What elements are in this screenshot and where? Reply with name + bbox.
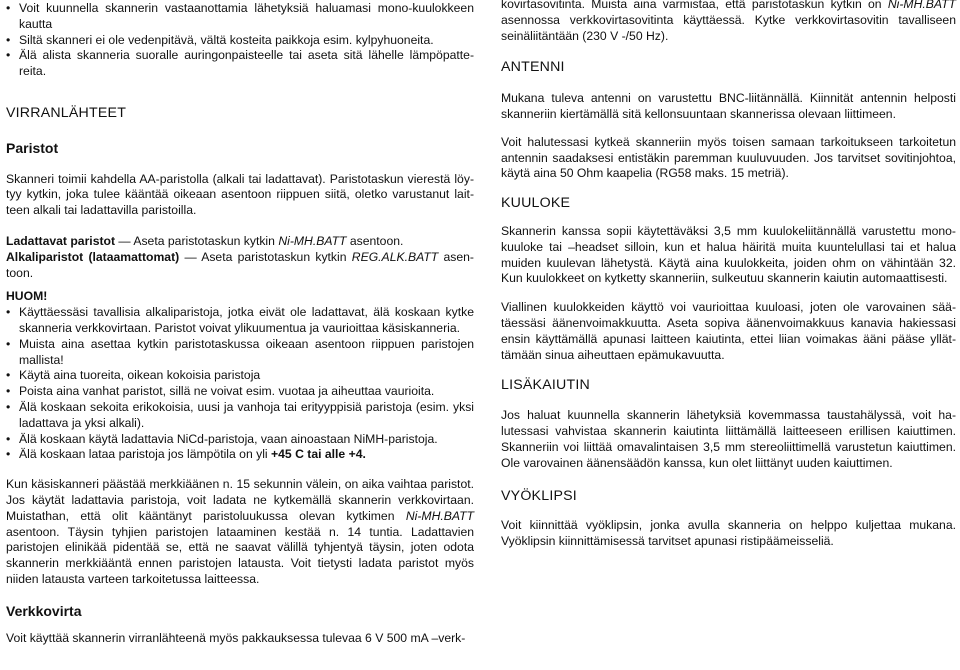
power-sources-heading: VIRRANLÄHTEET (6, 104, 127, 121)
batteries-text: Skanneri toimii kahdella AA-paristolla (alkali tai ladattavat). Paristotaskun vierestä löytyy kytkin, joka tulee kääntää oikeaan asentoon riippuen siitä, oletko varustanut laitteen alkali tai ladattavilla paristoilla. (6, 171, 474, 218)
antenna-paragraph-2: Voit halutessasi kytkeä skanneriin myös toisen samaan tarkoitukseen tarkoitetun antennin saadaksesi entistäkin paremman kuuluvuuden. Jos tarvitset sovitinjohtoa, käytä aina 50 Ohm kaapelia (RG58 maks. 15 metriä). (501, 134, 956, 181)
rechargeable-setting: Ni-MH.BATT (278, 233, 347, 248)
list-item: • Käyttäessäsi tavallisia alkaliparistoja, jotka eivät ole ladattavat, älä koskaan kytke skanneria verkkovirtaan. Paristot voivat ylikuumentua ja vaurioittaa käsiskanneria. (6, 305, 474, 337)
list-item (6, 447, 474, 463)
rechargeable-label: Ladattavat paristot (6, 233, 116, 248)
list-item: • Muista aina asettaa kytkin paristotaskussa oikeaan asentoon riippuen paristojen mallista! (6, 337, 474, 369)
right-column (501, 0, 956, 550)
list-item: • Käytä aina tuoreita, oikean kokoisia paristoja (6, 368, 474, 384)
warning-list (6, 305, 474, 463)
extra-speaker-paragraph: Jos haluat kuunnella skannerin lähetyksiä kovemmassa taustahälyssä, voit halutessasi vahvistaa skannerin kaiutinta liittämällä laitteeseen erillisen kaiuttimen. Skanneriin voi liittää omavalintaisen 3,5 mm stereoliittimellä varustetun kaiuttimen. Ole varovainen äänensäädön kanssa, kun olet liittänyt uuden kaiuttimen. (501, 408, 956, 470)
warning-heading-text: HUOM! (6, 289, 48, 304)
mains-cont-a: kovirtasovitinta. Muista aina varmistaa, että paristotaskun kytkin on (501, 0, 888, 11)
alkaline-text: — Aseta paristotaskun kytkin (179, 249, 352, 264)
charging-text-a: Kun käsiskanneri päästää merkkiäänen n. 15 sekunnin välein, on aika vaihtaa paristot. Jos käytät ladattavia paristoja, voit ladata ne kytkemällä skannerin verkkovirtaan. Muistathan, että olit kääntänyt paristoluukussa olevan kytkimen (6, 477, 474, 523)
mains-cont-setting: Ni-MH.BATT (887, 0, 956, 11)
intro-list (6, 1, 474, 80)
mains-text: Voit käyttää skannerin virranlähteenä myös pakkauksessa tulevaa 6 V 500 mA –verk- (6, 630, 466, 645)
headphones-paragraph-1: Skannerin kanssa sopii käytettäväksi 3,5 mm kuulokeliitännällä varustettu mono-kuuloke tai –headset silloin, kun et halua häiritä muita kuuntelullasi tai et halua muiden kuulevan lähetystä. Käytä aina kuulokkeita, joiden ohm on vähintään 32. Kun kuulokkeet on kytketty skanneriin, sulkeutuu skannerin kaiutin automaattisesti. (501, 223, 956, 286)
alkaline-label: Alkaliparistot (lataamattomat) (6, 249, 180, 264)
rechargeable-text-end: asentoon. (346, 233, 404, 248)
mains-continued (501, 0, 956, 44)
list-item: • Älä koskaan sekoita erikokoisia, uusi ja vanhoja tai erityyppisiä paristoja (esim. yksi ladattava ja yksi alkali). (6, 400, 474, 432)
charging-setting: Ni-MH.BATT (405, 508, 474, 523)
headphones-paragraph-2: Viallinen kuulokkeiden käyttö voi vaurioittaa kuuloasi, joten ole varovainen säätäessäsi äänenvoimakkuutta. Aseta sopiva äänenvoimakkuus kanavia hakiessasi ensin käyttämällä apunasi laitteen kaiutinta, ettei liian voimakas ääni pääse yllättämään sinua aiheuttaen epämukavuutta. (501, 300, 956, 362)
alkaline-setting: REG.ALK.BATT (351, 249, 439, 264)
last-bullet-text: Älä koskaan lataa paristoja jos lämpötila on yli (19, 447, 272, 462)
batteries-heading: Paristot (6, 139, 59, 156)
warning-heading (6, 289, 474, 305)
left-column (6, 0, 474, 646)
list-item: • Siltä skanneri ei ole vedenpitävä, vältä kosteita paikkoja esim. kylpyhuoneita. (6, 33, 474, 49)
headphones-heading: KUULOKE (501, 195, 571, 212)
rechargeable-instruction (6, 234, 474, 250)
charging-text (6, 477, 474, 588)
list-item: • Älä koskaan käytä ladattavia NiCd-paristoja, vaan ainoastaan NiMH-paristoja. (6, 432, 474, 448)
list-item: • Älä alista skanneria suoralle auringonpaisteelle tai aseta sitä lähelle lämpöpattereita. (6, 48, 474, 80)
alkaline-text-end: asentoon. (6, 249, 474, 280)
list-item: • Voit kuunnella skannerin vastaanottamia lähetyksiä haluamasi mono-kuulokkeen kautta (6, 1, 474, 33)
belt-clip-heading: VYÖKLIPSI (501, 488, 577, 505)
extra-speaker-heading: LISÄKAIUTIN (501, 377, 590, 394)
belt-clip-paragraph: Voit kiinnittää vyöklipsin, jonka avulla skanneria on helppo kuljettaa mukana. Vyöklipsin kiinnittämisessä tarvitset apunasi ristipäämeisseliä. (501, 518, 956, 548)
mains-cont-b: asennossa verkkovirtasovitinta käyttäessä. Kytke verkkovirtasovitin tavalliseen seinäliitäntään (230 V -/50 Hz). (501, 12, 956, 43)
temperature-limits: +45 C tai alle +4. (271, 447, 366, 462)
alkaline-instruction (6, 250, 474, 282)
antenna-heading: ANTENNI (501, 59, 565, 76)
rechargeable-text: — Aseta paristotaskun kytkin (115, 233, 279, 248)
antenna-paragraph-1: Mukana tuleva antenni on varustettu BNC-liitännällä. Kiinnität antennin helposti skanneriin kiertämällä sitä kellonsuuntaan skannerissa olevaan liittimeen. (501, 91, 956, 121)
list-item: • Poista aina vanhat paristot, sillä ne voivat esim. vuotaa ja aiheuttaa vaurioita. (6, 384, 474, 400)
charging-text-b: asentoon. Täysin tyhjien paristojen lataaminen kestää n. 14 tuntia. Ladattavien paristojen elinikää pidentää se, että ne saavat välillä tyhjentyä täysin, joten odota skannerin merkkiääntä ennen paristojen latausta. Voit tietysti ladata paristot myös niiden latausta varteen tarkoitetussa laitteessa. (6, 524, 474, 586)
mains-heading: Verkkovirta (6, 602, 82, 619)
